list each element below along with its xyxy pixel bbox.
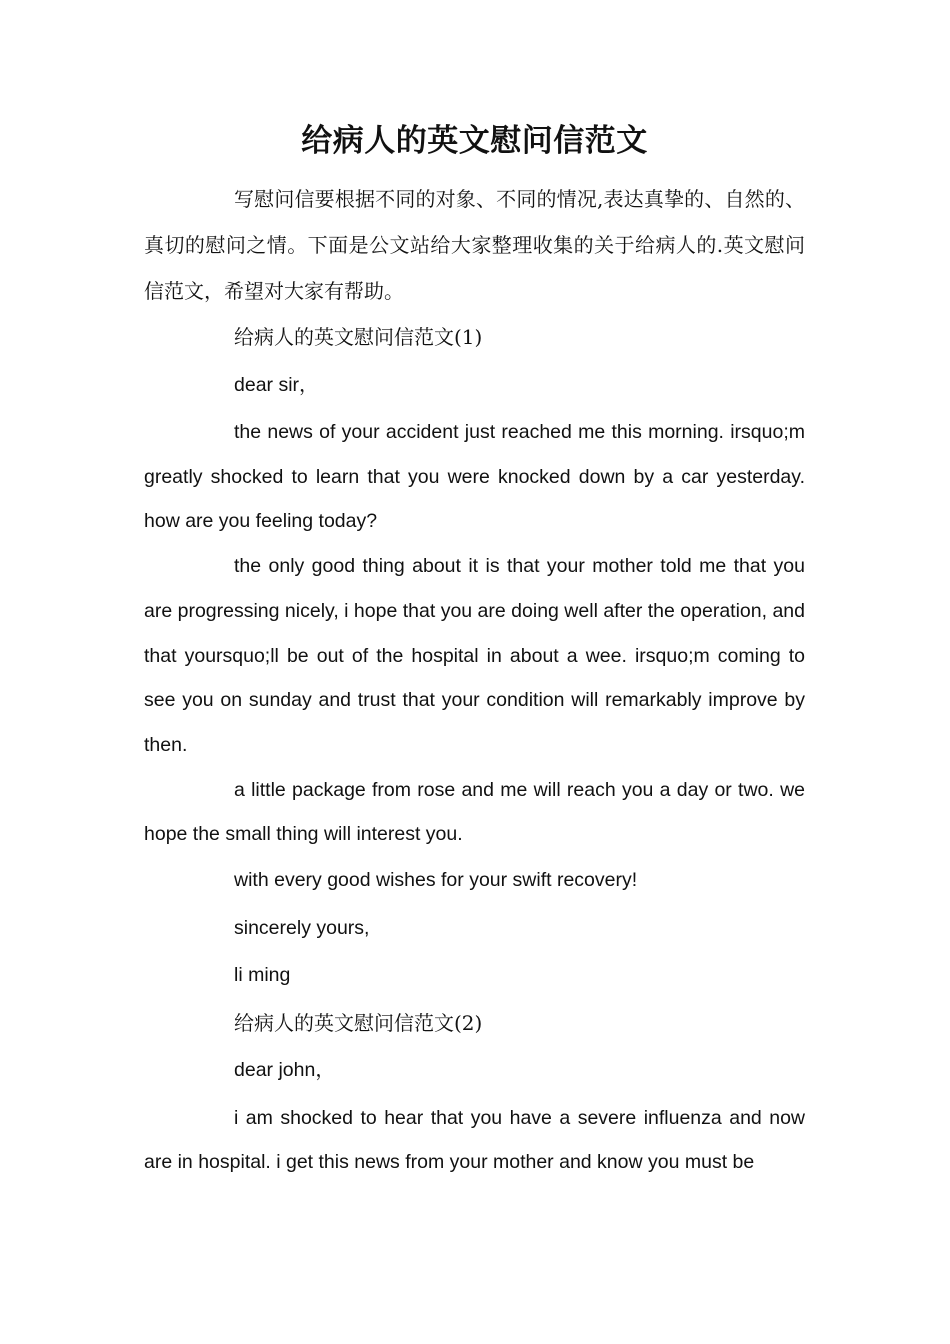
letter1-signature: li ming (234, 964, 291, 987)
letter1-paragraph-3: a little package from rose and me will reach you a day or two. we hope the small thing will interest you. (144, 778, 805, 846)
letter2-heading: 给病人的英文慰问信范文(2) (234, 1010, 483, 1035)
letter1-closing: sincerely yours, (234, 916, 370, 939)
letter2-salutation: dear john， (234, 1059, 335, 1082)
intro-paragraph: 写慰问信要根据不同的对象、不同的情况,表达真挚的、自然的、真切的慰问之情。下面是公文站给大家整理收集的关于给病人的.英文慰问信范文，希望对大家有帮助。 (144, 187, 805, 303)
letter1-heading: 给病人的英文慰问信范文(1) (234, 325, 483, 349)
letter1-wishes: with every good wishes for your swift recovery! (234, 869, 638, 892)
letter1-salutation: dear sir， (234, 373, 319, 396)
letter1-paragraph-1: the news of your accident just reached me this morning. irsquo;m greatly shocked to learn that you were knocked down by a car yesterday. how are you feeling today? (144, 421, 805, 533)
letter1-paragraph-2: the only good thing about it is that your mother told me that you are progressing nicely, i hope that you are doing well after the operation, and that yoursquo;ll be out of the hospital in about a wee. irsquo;m coming to see you on sunday and trust that your condition will remarkably improve by then. (144, 555, 805, 756)
letter2-paragraph-1: i am shocked to hear that you have a severe influenza and now are in hospital. i get this news from your mother and know you must be (144, 1106, 805, 1174)
document-body (144, 118, 805, 1185)
document-title: 给病人的英文慰问信范文 (301, 123, 648, 159)
